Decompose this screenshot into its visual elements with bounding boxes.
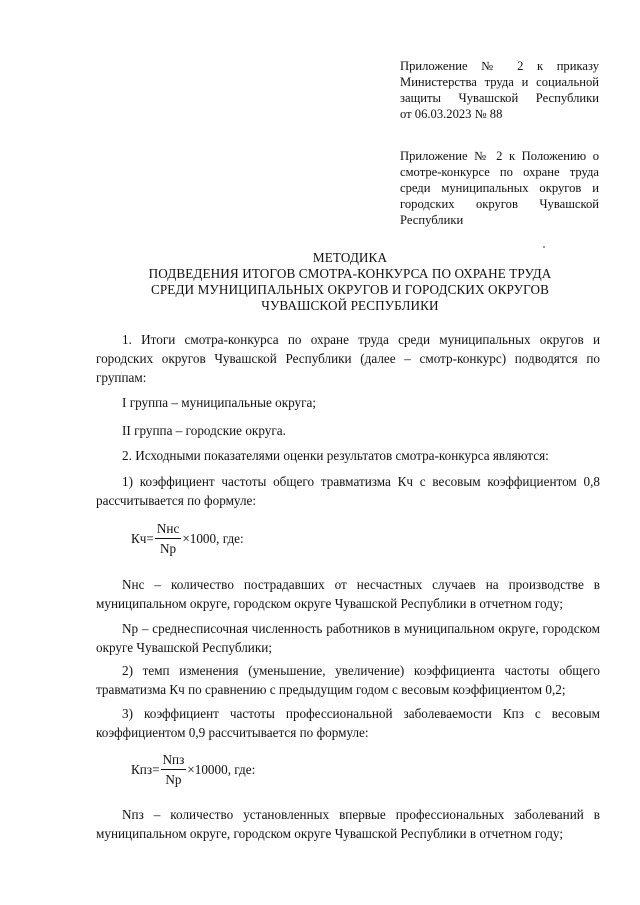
- formula-kpz-denominator: Nр: [165, 772, 182, 787]
- appendix-regulation-header: Приложение № 2 к Положению о смотре-конкурсе по охране труда среди муниципальных округов и городских округов Чувашской Республики: [400, 149, 599, 227]
- formula-kpz-fraction: [161, 752, 187, 787]
- appendix-order-line-3: защиты Чувашской Республики: [400, 91, 599, 105]
- paragraph-2: 2. Исходными показателями оценки результатов смотра-конкурса являются:: [122, 448, 549, 463]
- paragraph-group-2: II группа – городские округа.: [122, 423, 286, 438]
- formula-kch-numerator: Nнс: [155, 521, 181, 539]
- appendix-order-line-1: Приложение № 2 к приказу: [400, 59, 599, 73]
- appendix-order-line-2: Министерства труда и социальной: [400, 75, 599, 89]
- paragraph-nr-definition: Nр – среднесписочная численность работников в муниципальном округе, городском округе Чувашской Республики;: [96, 621, 600, 655]
- appendix-order-line-4: от 06.03.2023 № 88: [400, 107, 503, 121]
- formula-kpz-rhs: ×10000, где:: [187, 761, 256, 777]
- paragraph-kch-intro: 1) коэффициент частоты общего травматизма Кч с весовым коэффициентом 0,8 рассчитывается по формуле:: [96, 474, 600, 508]
- title-line-1: МЕТОДИКА: [312, 250, 388, 265]
- formula-kch-rhs: ×1000, где:: [182, 530, 244, 546]
- formula-kpz-lhs: Кпз=: [131, 761, 160, 777]
- appendix-order-header: [400, 58, 599, 122]
- paragraph-nns-definition: Nнс – количество пострадавших от несчастных случаев на производстве в муниципальном округе, городском округе Чувашской Республики в отчетном году;: [96, 577, 600, 611]
- formula-kch-lhs: Кч=: [131, 530, 154, 546]
- paragraph-kpz-intro: 3) коэффициент частоты профессиональной заболеваемости Кпз с весовым коэффициентом 0,9 рассчитывается по формуле:: [96, 706, 600, 740]
- title-line-2: ПОДВЕДЕНИЯ ИТОГОВ СМОТРА-КОНКУРСА ПО ОХРАНЕ ТРУДА: [148, 266, 552, 281]
- paragraph-npz-definition: Nпз – количество установленных впервые профессиональных заболеваний в муниципальном округе, городском округе Чувашской Республики в отчетном году;: [96, 807, 600, 841]
- paragraph-kch-trend: 2) темп изменения (уменьшение, увеличение) коэффициента частоты общего травматизма Кч по сравнению с предыдущим годом с весовым коэффициентом 0,2;: [96, 663, 600, 697]
- scan-dot: [543, 246, 545, 248]
- formula-kch: [131, 521, 244, 556]
- formula-kch-denominator: Nр: [160, 541, 177, 556]
- paragraph-1: 1. Итоги смотра-конкурса по охране труда среди муниципальных округов и городских округов Чувашской Республики (далее – смотр-конкурс) подводятся по группам:: [96, 332, 600, 385]
- formula-kpz-numerator: Nпз: [161, 752, 187, 770]
- document-title: [96, 250, 604, 314]
- formula-kpz: [131, 752, 255, 787]
- paragraph-group-1: I группа – муниципальные округа;: [122, 395, 317, 410]
- formula-kch-fraction: [155, 521, 181, 556]
- title-line-4: ЧУВАШСКОЙ РЕСПУБЛИКИ: [261, 298, 439, 313]
- title-line-3: СРЕДИ МУНИЦИПАЛЬНЫХ ОКРУГОВ И ГОРОДСКИХ ОКРУГОВ: [150, 282, 550, 297]
